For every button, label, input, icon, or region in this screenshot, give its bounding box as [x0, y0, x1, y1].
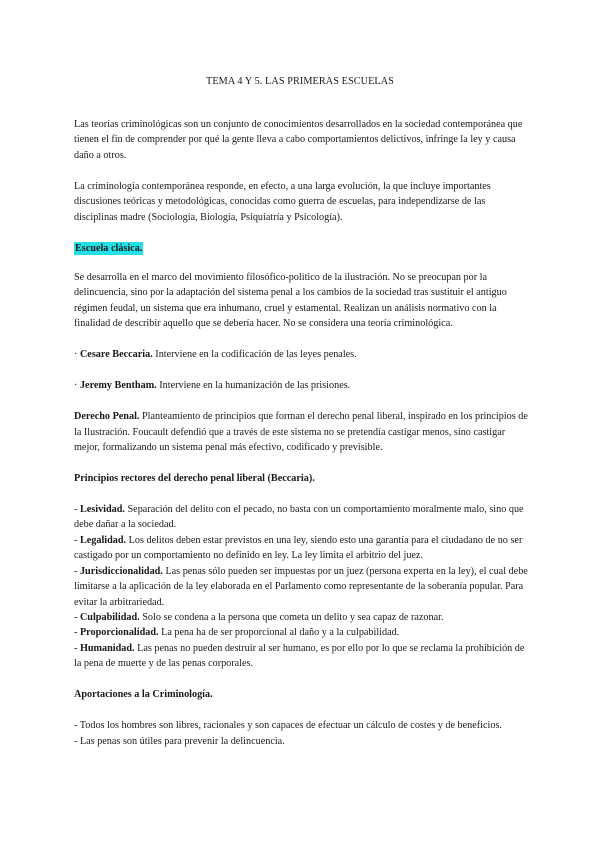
principles-heading: Principios rectores del derecho penal liberal (Beccaria).	[74, 473, 315, 485]
list-dash: -	[74, 627, 80, 639]
principles-list	[74, 502, 528, 671]
principle-text: Las penas sólo pueden ser impuestas por un juez (persona experta en la ley), el cual debe limitarse a la aplicación de la ley elaborada en el Parlamento como representante de la soberanía popular. Para evitar la arbitrariedad.	[74, 565, 528, 608]
bullet-marker: ·	[74, 380, 80, 392]
contributions-list	[74, 718, 528, 749]
intro-paragraph-1: Las teorías criminológicas son un conjunto de conocimientos desarrollados en la sociedad contemporánea que tienen el fin de comprender por qué la gente lleva a cabo comportamientos delictivos, infringe la ley y causa daño a otros.	[74, 119, 523, 161]
principle-item	[74, 502, 528, 533]
contribution-item: - Las penas son útiles para prevenir la delincuencia.	[74, 735, 285, 747]
list-dash: -	[74, 534, 80, 546]
principle-item	[74, 641, 528, 672]
principle-term: Proporcionalidad.	[79, 627, 159, 639]
contribution-item: - Todos los hombres son libres, racionales y son capaces de efectuar un cálculo de costes y de beneficios.	[74, 720, 502, 732]
principles-heading-wrapper	[74, 471, 528, 486]
principle-term: Culpabilidad.	[79, 611, 140, 623]
principle-text: La pena ha de ser proporcional al daño y a la culpabilidad.	[158, 627, 400, 639]
contributions-heading: Aportaciones a la Criminología.	[74, 689, 213, 701]
author-name: Jeremy Bentham.	[79, 380, 157, 392]
principle-item	[74, 610, 528, 625]
principle-term: Jurisdiccionalidad.	[79, 565, 163, 577]
document-body	[74, 117, 528, 765]
section-heading-wrapper	[74, 241, 528, 256]
intro-paragraph-2: La criminología contemporánea responde, en efecto, a una larga evolución, la que incluye importantes discusiones teóricas y metodológicas, conocidas como guerra de escuelas, para independizarse de las disciplinas madre (Sociología, Biología, Psiquiatría y Psicología).	[74, 180, 491, 223]
author-beccaria	[74, 347, 528, 362]
contributions-heading-wrapper	[74, 687, 528, 702]
derecho-penal-paragraph	[74, 409, 528, 455]
principle-text: Separación del delito con el pecado, no basta con un comportamiento moralmente malo, sino que debe dañar a la sociedad.	[74, 504, 524, 531]
list-dash: -	[74, 504, 80, 516]
author-bentham	[74, 378, 528, 393]
author-text: Interviene en la humanización de las prisiones.	[156, 380, 351, 392]
principle-text: Las penas no pueden destruir al ser humano, es por ello por lo que se reclama la prohibición de la pena de muerte y de las penas corporales.	[74, 642, 525, 670]
principle-term: Humanidad.	[79, 642, 135, 654]
author-name: Cesare Beccaria.	[79, 349, 153, 361]
document-title: TEMA 4 Y 5. LAS PRIMERAS ESCUELAS	[206, 76, 394, 87]
section-paragraph: Se desarrolla en el marco del movimiento filosófico-político de la ilustración. No se preocupan por la delincuencia, sino por la adaptación del sistema penal a los cambios de la sociedad tras sustituir el antiguo régimen feudal, un sistema que era inhumano, cruel y estamental. Realizan un análisis normativo con la finalidad de describir aquello que se debería hacer. No se considera una teoría criminológica.	[74, 272, 507, 330]
list-dash: -	[74, 565, 80, 577]
bullet-marker: ·	[74, 349, 80, 361]
principle-item	[74, 533, 528, 564]
principle-item	[74, 625, 528, 640]
derecho-penal-text: Planteamiento de principios que forman el derecho penal liberal, inspirado en los principios de la Ilustración. Foucault defendió que a través de este sistema no se pretendía castigar menos, sino castigar mejor, formalizando un sistema penal más efectivo, codificado y previsible.	[74, 411, 528, 454]
principle-text: Solo se condena a la persona que cometa un delito y sea capaz de razonar.	[139, 611, 444, 623]
principle-term: Legalidad.	[79, 534, 127, 546]
derecho-penal-term: Derecho Penal.	[74, 411, 140, 423]
principle-item	[74, 564, 528, 610]
list-dash: -	[74, 642, 80, 654]
list-dash: -	[74, 611, 80, 623]
principle-term: Lesividad.	[79, 504, 125, 516]
principle-text: Los delitos deben estar previstos en una ley, siendo esto una garantía para el ciudadano de no ser castigado por un comportamiento no definido en ley. La ley limita el arbitrio del juez.	[74, 534, 523, 562]
author-text: Interviene en la codificación de las leyes penales.	[152, 349, 357, 361]
section-heading: Escuela clásica.	[75, 242, 143, 254]
